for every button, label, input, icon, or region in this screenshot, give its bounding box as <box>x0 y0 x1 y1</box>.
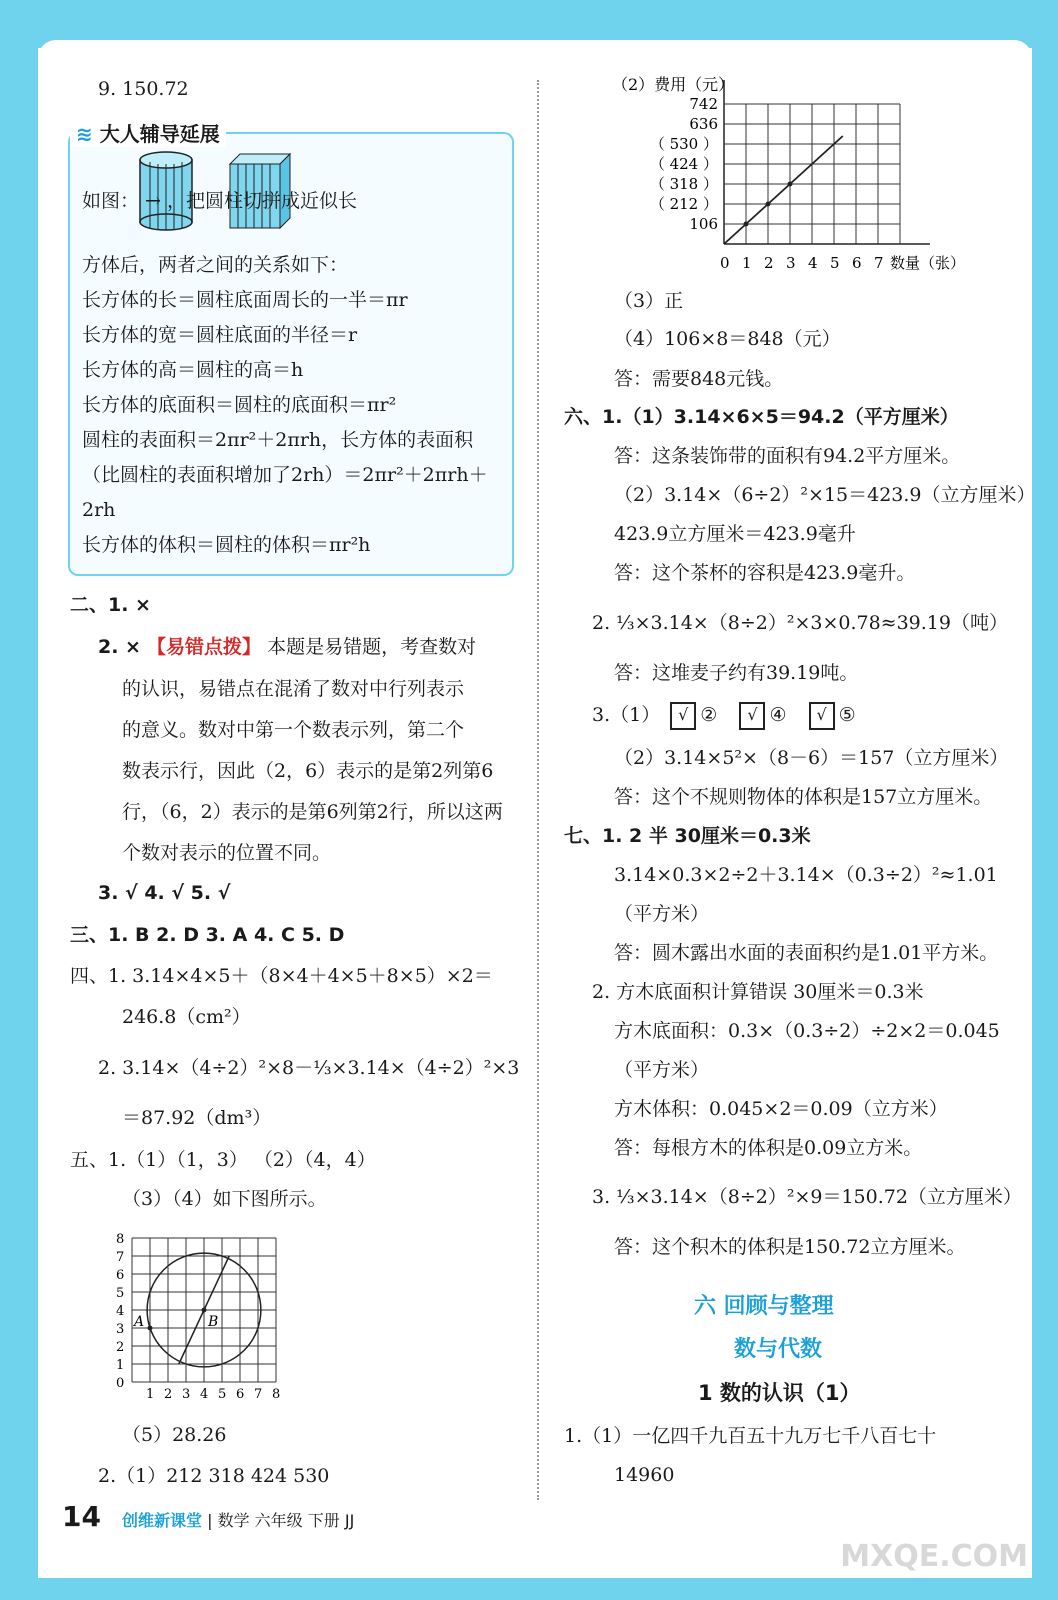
x-tick-label: 6 <box>236 1387 245 1402</box>
section-7-q1: 七、1. 2 半 30厘米＝0.3米 <box>564 825 811 847</box>
decorative-frame-left <box>0 0 38 1600</box>
section-6-q1-2-conclusion: 答：这个茶杯的容积是423.9毫升。 <box>614 562 916 584</box>
section-4-q1-result: 246.8（cm²） <box>122 1006 251 1028</box>
tip-line-6: 长方体的底面积＝圆柱的底面积＝πr² <box>82 394 397 416</box>
section-2-q2-line-5: 个数对表示的位置不同。 <box>122 842 332 864</box>
chart-x-tick: 7 <box>874 254 884 272</box>
answer-r4: （4）106×8＝848（元） <box>614 328 841 350</box>
coordinate-grid-figure <box>112 1232 292 1404</box>
unit-heading: 六 回顾与整理 <box>694 1294 834 1319</box>
point-b-label: B <box>208 1314 219 1330</box>
section-2-q2-line-3: 数表示行，因此（2，6）表示的是第2列第6 <box>122 760 494 782</box>
section-6-q1-2b: 423.9立方厘米＝423.9毫升 <box>614 523 856 545</box>
point-b <box>202 1308 207 1313</box>
section-8-q1: 1.（1）一亿四千九百五十九万七千八百七十 <box>564 1425 937 1447</box>
chart-x-tick: 0 <box>720 254 730 272</box>
section-3: 三、1. B 2. D 3. A 4. C 5. D <box>70 924 345 946</box>
tip-line-10: 长方体的体积＝圆柱的体积＝πr²h <box>82 534 371 556</box>
section-7-q1-calc: 3.14×0.3×2÷2＋3.14×（0.3÷2）²≈1.01 <box>614 864 998 886</box>
chart-y-tick: 106 <box>689 215 718 233</box>
option-4: ④ <box>769 704 787 726</box>
chart-y-tick: （ 318 ） <box>649 175 718 193</box>
unit-subheading: 数与代数 <box>734 1337 823 1362</box>
option-2: ② <box>700 704 718 726</box>
x-tick-label: 7 <box>254 1387 263 1402</box>
x-tick-label: 1 <box>146 1387 155 1402</box>
section-4-q2: 2. 3.14×（4÷2）²×8－⅓×3.14×（4÷2）²×3 <box>98 1057 520 1079</box>
chart-x-tick: 6 <box>852 254 862 272</box>
lesson-heading: 1 数的认识（1） <box>698 1381 861 1405</box>
y-tick-label: 0 <box>116 1376 125 1391</box>
chart-x-tick: 3 <box>786 254 796 272</box>
chart-y-label: （2）费用（元） <box>612 75 735 94</box>
section-2-q2-text: 本题是易错题，考查数对 <box>267 636 477 658</box>
x-tick-label: 2 <box>164 1387 173 1402</box>
y-tick-label: 6 <box>116 1268 125 1283</box>
section-4-q1: 四、1. 3.14×4×5＋（8×4＋4×5＋8×5）×2＝ <box>70 965 493 987</box>
decorative-frame-right <box>1032 0 1058 1600</box>
x-tick-label: 8 <box>272 1387 281 1402</box>
y-tick-label: 1 <box>116 1358 125 1373</box>
section-7-q2-base: 方木底面积：0.3×（0.3÷2）÷2×2＝0.045 <box>614 1020 1000 1042</box>
section-5-q1-b: （3）（4）如下图所示。 <box>122 1188 327 1210</box>
tip-line-9: 2rh <box>82 499 116 521</box>
section-2-q1: 二、1. × <box>70 594 151 616</box>
cost-point <box>788 182 793 187</box>
footer-separator: | <box>207 1511 213 1530</box>
cost-point <box>744 222 749 227</box>
chart-y-tick: （ 424 ） <box>649 155 718 173</box>
x-tick-label: 4 <box>200 1387 209 1402</box>
wave-icon: ≋ <box>76 122 93 146</box>
section-7-q3: 3. ⅓×3.14×（8÷2）²×9＝150.72（立方厘米） <box>592 1186 1022 1208</box>
cost-line-chart <box>610 74 980 284</box>
chart-y-tick: 636 <box>689 115 718 133</box>
tip-box-title <box>70 118 226 147</box>
y-tick-label: 7 <box>116 1250 125 1265</box>
section-7-q1-unit: （平方米） <box>614 903 710 925</box>
section-6-q3-2-conclusion: 答：这个不规则物体的体积是157立方厘米。 <box>614 786 993 808</box>
section-6-q1-2: （2）3.14×（6÷2）²×15＝423.9（立方厘米） <box>614 484 1036 506</box>
cost-point <box>766 202 771 207</box>
section-7-q2: 2. 方木底面积计算错误 30厘米＝0.3米 <box>592 981 924 1003</box>
tip-line-5: 长方体的高＝圆柱的高＝h <box>82 359 304 381</box>
section-8-q1-b: 14960 <box>614 1464 675 1486</box>
y-tick-label: 8 <box>116 1232 125 1247</box>
tip-line-1: 如图： → ，把圆柱切拼成近似长 <box>82 190 357 212</box>
answer-r3: （3）正 <box>614 290 684 312</box>
section-5-q5: （5）28.26 <box>122 1424 227 1446</box>
point-a <box>148 1326 153 1331</box>
x-tick-label: 5 <box>218 1387 227 1402</box>
section-5-q1: 五、1.（1）（1，3） （2）（4，4） <box>70 1149 376 1171</box>
footer-info <box>122 1508 354 1531</box>
page-number: 14 <box>62 1500 101 1533</box>
section-2-q345: 3. √ 4. √ 5. √ <box>98 882 231 904</box>
section-7-q3-conclusion: 答：这个积木的体积是150.72立方厘米。 <box>614 1236 966 1258</box>
y-tick-label: 2 <box>116 1340 125 1355</box>
decorative-frame-bottom <box>0 1578 1058 1600</box>
section-7-q2-unit: （平方米） <box>614 1059 710 1081</box>
answer-r4-conclusion: 答：需要848元钱。 <box>614 368 784 390</box>
chart-x-tick: 2 <box>764 254 774 272</box>
checkmark-box-icon: √ <box>670 702 696 730</box>
y-tick-label: 3 <box>116 1322 125 1337</box>
section-6-q1: 六、1.（1）3.14×6×5＝94.2（平方厘米） <box>564 406 959 428</box>
chart-x-tick: 1 <box>742 254 752 272</box>
section-7-q2-volume: 方木体积：0.045×2＝0.09（立方米） <box>614 1098 948 1120</box>
option-5: ⑤ <box>838 704 856 726</box>
chart-x-tick: 5 <box>830 254 840 272</box>
y-tick-label: 4 <box>116 1304 125 1319</box>
column-divider <box>537 80 539 1500</box>
x-tick-label: 3 <box>182 1387 191 1402</box>
tip-line-2: 方体后，两者之间的关系如下： <box>82 254 349 276</box>
section-6-q1-conclusion: 答：这条装饰带的面积有94.2平方厘米。 <box>614 445 961 467</box>
section-6-q3-2: （2）3.14×5²×（8－6）＝157（立方厘米） <box>614 747 1009 769</box>
error-tip-tag: 【易错点拨】 <box>147 636 262 658</box>
tip-line-7: 圆柱的表面积＝2πr²＋2πrh，长方体的表面积 <box>82 429 474 451</box>
checkmark-box-icon: √ <box>809 702 835 730</box>
section-2-q2-line-2: 的意义。数对中第一个数表示列，第二个 <box>122 719 465 741</box>
section-2-q2-line-1: 的认识，易错点在混淆了数对中行列表示 <box>122 678 465 700</box>
watermark-logo: MXQE.COM <box>840 1539 1028 1574</box>
tip-line-8: （比圆柱的表面积增加了2rh）＝2πr²＋2πrh＋ <box>82 464 488 486</box>
tip-line-4: 长方体的宽＝圆柱底面的半径＝r <box>82 324 358 346</box>
section-6-q3-label: 3.（1） <box>592 704 661 726</box>
answer-9: 9. 150.72 <box>98 78 189 100</box>
section-6-q2: 2. ⅓×3.14×（8÷2）²×3×0.78≈39.19（吨） <box>592 612 1008 634</box>
section-7-q2-conclusion: 答：每根方木的体积是0.09立方米。 <box>614 1137 923 1159</box>
section-7-q1-conclusion: 答：圆木露出水面的表面积约是1.01平方米。 <box>614 942 999 964</box>
y-tick-label: 5 <box>116 1286 125 1301</box>
section-6-q2-conclusion: 答：这堆麦子约有39.19吨。 <box>614 662 859 684</box>
chart-y-tick: （ 530 ） <box>649 135 718 153</box>
chart-x-label: 数量（张） <box>890 254 966 272</box>
section-2-q2 <box>98 634 476 660</box>
brand-name: 创维新课堂 <box>122 1511 203 1530</box>
tip-line-3: 长方体的长＝圆柱底面周长的一半＝πr <box>82 289 408 311</box>
tip-box-title-text: 大人辅导延展 <box>99 122 220 146</box>
point-a-label: A <box>134 1314 145 1330</box>
section-6-q3 <box>592 702 856 730</box>
chart-y-tick: 742 <box>689 95 718 113</box>
section-2-q2-answer: 2. × <box>98 636 141 658</box>
chart-y-tick: （ 212 ） <box>649 195 718 213</box>
cost-line <box>724 136 843 244</box>
chart-x-tick: 4 <box>808 254 818 272</box>
section-5-q2: 2.（1）212 318 424 530 <box>98 1465 330 1487</box>
checkmark-box-icon: √ <box>739 702 765 730</box>
book-info: 数学 六年级 下册 JJ <box>217 1511 355 1530</box>
section-4-q2-result: ＝87.92（dm³） <box>122 1107 272 1129</box>
section-2-q2-line-4: 行，（6，2）表示的是第6列第2行，所以这两 <box>122 801 503 823</box>
